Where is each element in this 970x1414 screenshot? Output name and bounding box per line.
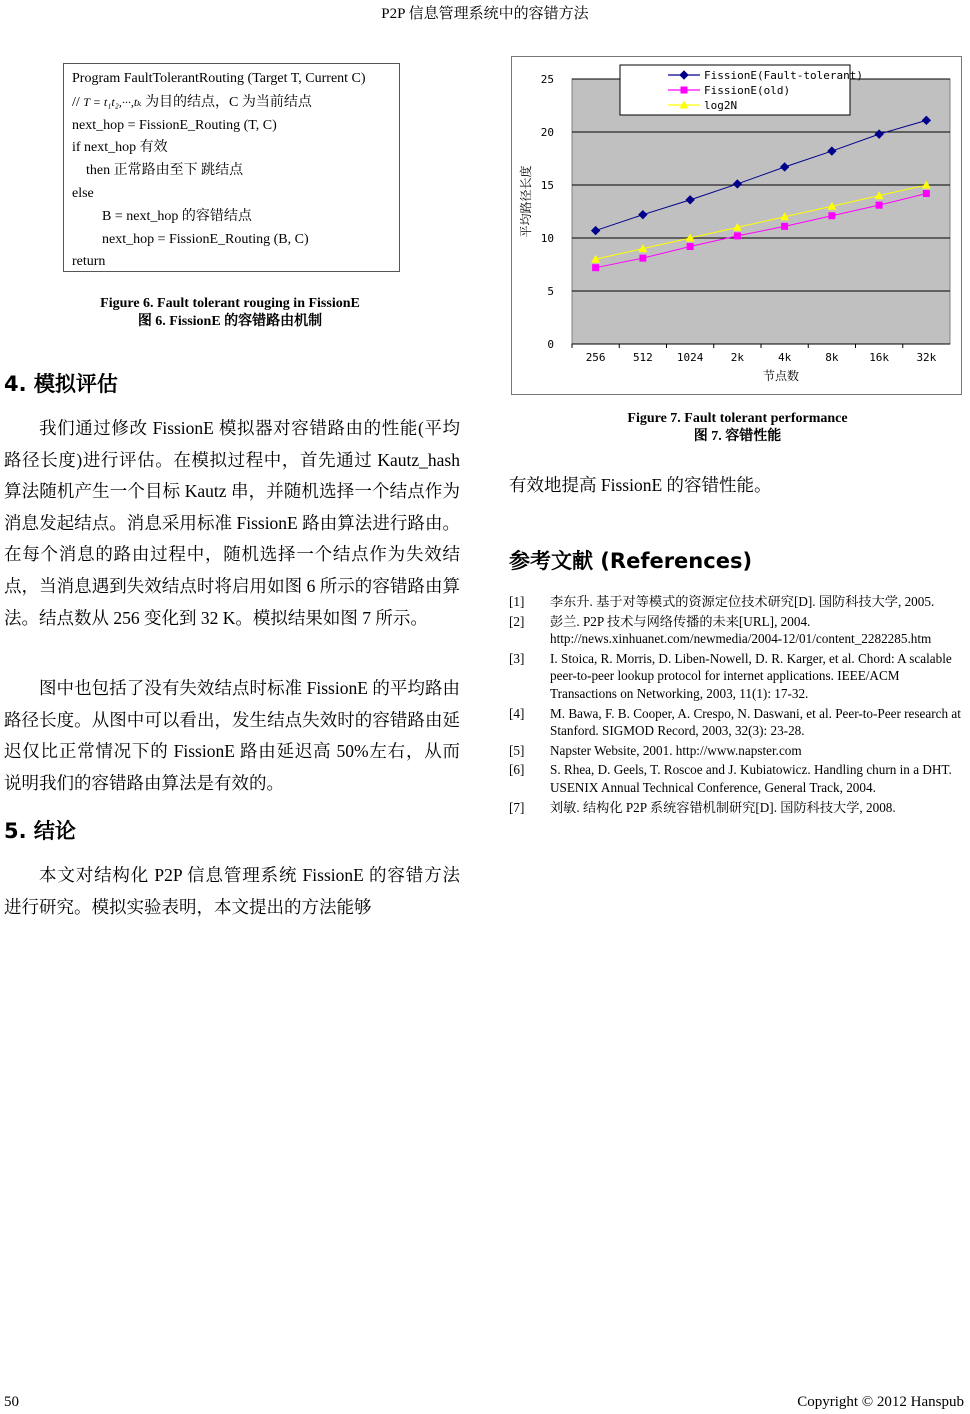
reference-item	[509, 761, 969, 796]
x-axis-label: 节点数	[762, 369, 800, 383]
code-line: // T = t₁t₂,···,tₖ 为目的结点，C 为当前结点	[72, 94, 312, 110]
reference-item	[509, 705, 969, 740]
page-number: 50	[4, 1394, 19, 1410]
data-point	[828, 212, 835, 219]
reference-item	[509, 799, 969, 817]
section-5-heading: 5. 结论	[4, 819, 76, 843]
code-line: next_hop = FissionE_Routing (T, C)	[72, 117, 277, 133]
data-point	[734, 232, 741, 239]
figure-7-caption: Figure 7. Fault tolerant performance 图 7. 容错性能	[627, 411, 848, 444]
x-tick-label: 512	[632, 351, 653, 364]
paragraph: 本文对结构化 P2P 信息管理系统 FissionE 的容错方法进行研究。模拟实验表明，本文提出的方法能够	[4, 865, 460, 917]
code-line: then 正常路由至下 跳结点	[86, 163, 244, 179]
paragraph: 有效地提高 FissionE 的容错性能。	[509, 475, 772, 495]
data-point	[876, 202, 883, 209]
reference-number: [4]	[509, 705, 525, 721]
x-tick-label: 4k	[778, 351, 792, 364]
reference-text: M. Bawa, F. B. Cooper, A. Crespo, N. Daswani, et al. Peer-to-Peer research at Stanford. SIGMOD Record, 2003, 32(3): 23-28.	[550, 705, 961, 739]
y-tick-label: 25	[540, 73, 554, 86]
y-tick-label: 20	[540, 126, 554, 139]
code-line: B = next_hop 的容错结点	[102, 208, 252, 224]
data-point	[592, 264, 599, 271]
x-tick-label: 1024	[676, 351, 704, 364]
figure-6-caption: Figure 6. Fault tolerant rouging in FissionE 图 6. FissionE 的容错路由机制	[100, 296, 360, 329]
reference-text: I. Stoica, R. Morris, D. Liben-Nowell, D. R. Karger, et al. Chord: A scalable peer-to-peer lookup protocol for internet applications. IEEE/ACM Transactions on Networking, 2003, 11(1): 17-32.	[550, 650, 952, 701]
x-tick-label: 8k	[825, 351, 839, 364]
reference-item	[509, 613, 969, 648]
code-line: if next_hop 有效	[72, 140, 168, 156]
x-tick-label: 256	[585, 351, 606, 364]
section-4-heading: 4. 模拟评估	[4, 372, 118, 396]
reference-number: [7]	[509, 799, 525, 815]
x-tick-label: 2k	[730, 351, 744, 364]
data-point	[687, 243, 694, 250]
paragraph: 我们通过修改 FissionE 模拟器对容错路由的性能(平均路径长度)进行评估。在模拟过程中，首先通过 Kautz_hash 算法随机产生一个目标 Kautz 串，并随机选择一个结点作为消息发起结点。消息采用标准 FissionE 路由算法进行路由。在每个消息的路由过程中，随机选择一个结点作为失效结点，当消息遇到失效结点时将启用如图 6 所示的容错路由算法。结点数从 256 变化到 32 K。模拟结果如图 7 所示。	[4, 418, 460, 628]
figure-7-chart	[511, 56, 962, 395]
y-axis-label: 平均路径长度	[519, 165, 533, 238]
reference-text: S. Rhea, D. Geels, T. Roscoe and J. Kubiatowicz. Handling churn in a DHT. USENIX Annual Technical Conference, General Track, 2004.	[550, 762, 952, 795]
running-header: P2P 信息管理系统中的容错方法	[381, 6, 589, 22]
reference-item	[509, 650, 969, 703]
reference-number: [1]	[509, 594, 525, 609]
reference-text: Napster Website, 2001. http://www.napster.com	[550, 742, 802, 758]
reference-text: 刘敏. 结构化 P2P 系统容错机制研究[D]. 国防科技大学, 2008.	[550, 799, 896, 815]
code-line: return	[72, 254, 106, 270]
legend-marker	[681, 87, 688, 94]
x-tick-label: 32k	[916, 351, 937, 364]
reference-number: [2]	[509, 613, 525, 629]
data-point	[781, 223, 788, 230]
legend-label: FissionE(Fault-tolerant)	[704, 69, 863, 82]
y-tick-label: 15	[540, 179, 554, 192]
data-point	[639, 255, 646, 262]
paragraph: 图中也包括了没有失效结点时标准 FissionE 的平均路由路径长度。从图中可以看出，发生结点失效时的容错路由延迟仅比正常情况下的 FissionE 路由延迟高 50%左右，从而说明我们的容错路由算法是有效的。	[4, 678, 460, 793]
reference-item	[509, 742, 969, 760]
reference-number: [6]	[509, 762, 525, 778]
y-tick-label: 5	[547, 285, 554, 298]
plot-area	[572, 79, 950, 344]
reference-number: [3]	[509, 650, 525, 666]
algorithm-box	[63, 63, 400, 272]
legend-label: FissionE(old)	[704, 84, 791, 97]
y-tick-label: 0	[547, 338, 554, 351]
references-heading: 参考文献 (References)	[509, 549, 753, 573]
data-point	[923, 190, 930, 197]
code-line: Program FaultTolerantRouting (Target T, Current C)	[72, 71, 366, 86]
reference-item	[509, 593, 969, 611]
reference-number: [5]	[509, 742, 525, 758]
x-tick-label: 16k	[869, 351, 890, 364]
y-tick-label: 10	[540, 232, 554, 245]
reference-text: 彭兰. P2P 技术与网络传播的未来[URL], 2004. http://news.xinhuanet.com/newmedia/2004-12/01/content_2282285.htm	[550, 613, 932, 647]
math-expression: T = t₁t₂,···,tₖ	[83, 94, 142, 109]
references-list	[509, 593, 969, 818]
legend-label: log2N	[704, 99, 738, 112]
line-chart	[512, 57, 961, 394]
code-line: next_hop = FissionE_Routing (B, C)	[102, 231, 309, 247]
reference-text: 李东升. 基于对等模式的资源定位技术研究[D]. 国防科技大学, 2005.	[550, 594, 935, 609]
code-line: else	[72, 185, 94, 201]
copyright: Copyright © 2012 Hanspub	[797, 1394, 964, 1410]
